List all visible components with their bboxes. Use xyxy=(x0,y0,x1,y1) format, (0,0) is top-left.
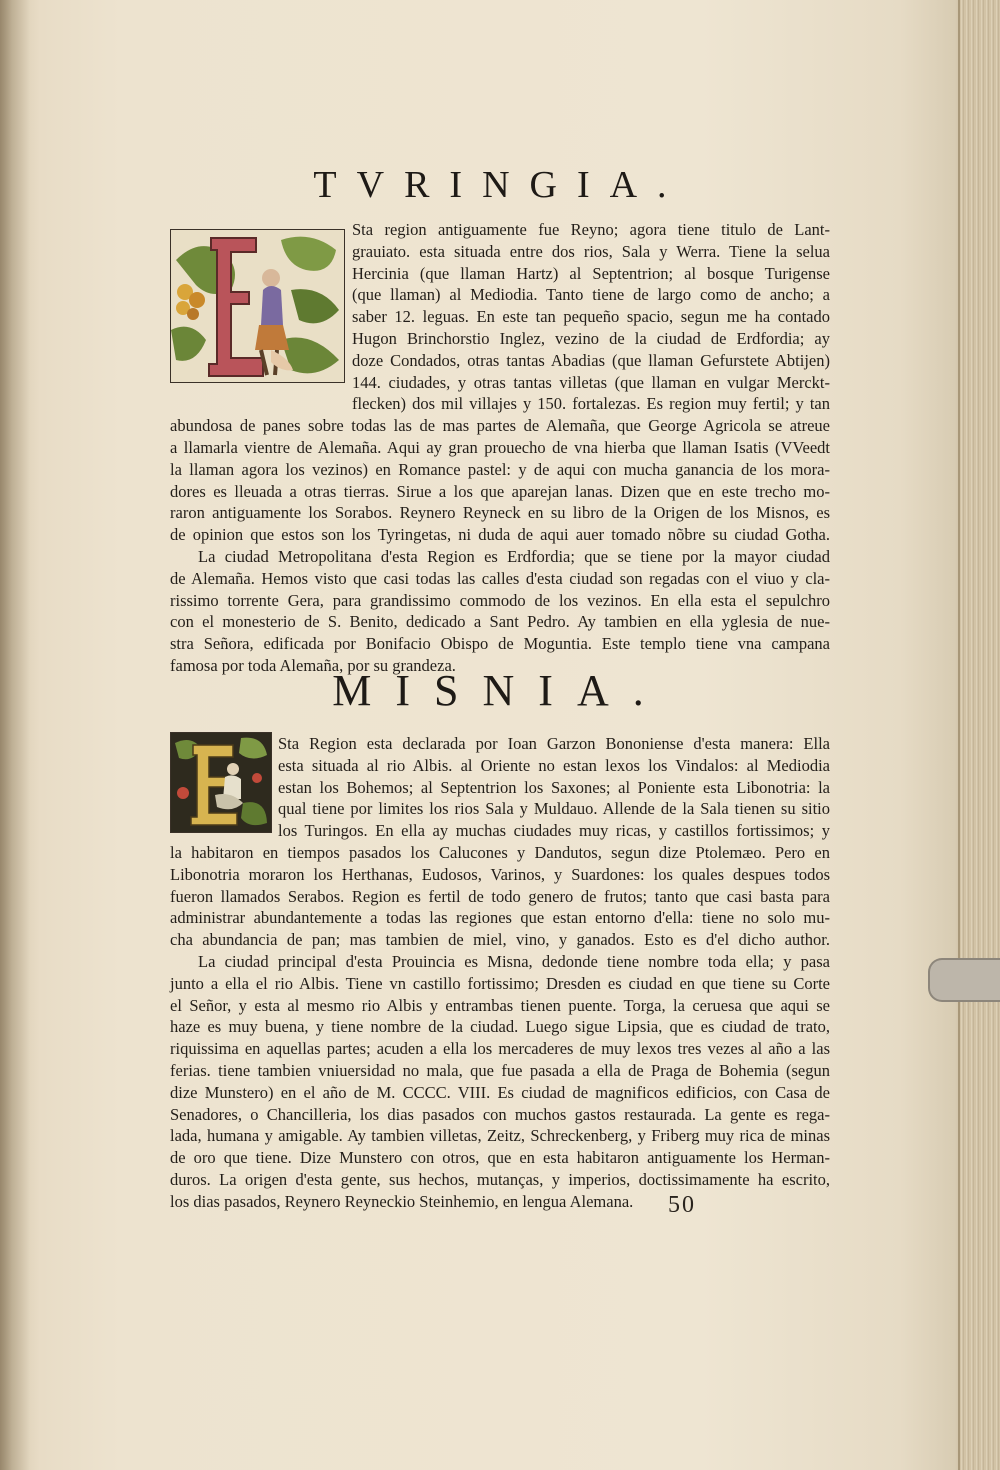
text-line: saber 12. leguas. En este tan pequeño spacio, segun me ha contado xyxy=(352,307,830,327)
text-line: Libonotria moraron los Herthanas, Eudosos, Varinos, y Suardones: los quales despues todos xyxy=(170,864,830,884)
text-line: famosa por toda Alemaña, por su grandeza. xyxy=(170,655,456,675)
text-line: la habitaron en tiempos pasados los Calucones y Dandutos, segun dize Ptolemæo. Pero en xyxy=(170,842,830,862)
text-line: dize Munstero) en el año de M. CCCC. VIII. Es ciudad de magnificos edificios, con Casa de xyxy=(170,1082,830,1102)
text-line: Hercinia (que llaman Hartz) al Septentrion; al bosque Turigense xyxy=(352,263,830,283)
text-line: los dias pasados, Reynero Reyneckio Steinhemio, en lengua Alemana. xyxy=(170,1191,634,1211)
text-line: los Turingos. En ella ay muchas ciudades muy ricas, y castillos fortissimos; y xyxy=(278,821,830,841)
text-line: administrar abundantemente a todas las regiones que estan entorno d'ella: tiene no solo mu- xyxy=(170,908,830,928)
text-line: Senadores, o Chancilleria, los dias pasados con muchos gastos restaurada. La gente es rega- xyxy=(170,1104,830,1124)
page-clip-tab xyxy=(928,958,1000,1002)
text-line: Hugon Brinchorstio Inglez, vezino de la ciudad de Erdfordia; ay xyxy=(352,328,830,348)
text-line: La ciudad Metropolitana d'esta Region es Erdfordia; que se tiene por la mayor ciudad xyxy=(198,546,830,566)
text-line: duros. La origen d'esta gente, sus hechos, mutanças, y imperios, doctissimamente ha escrito, xyxy=(170,1169,830,1189)
text-line: raron antiguamente los Sorabos. Reynero Reyneck en su libro de la Origen de los Misnos, es xyxy=(170,503,830,523)
text-line: flecken) dos mil villajes y 150. fortalezas. Es region muy fertil; y tan xyxy=(352,394,830,414)
folio-number: 50 xyxy=(668,1192,696,1218)
text-line: cha abundancia de pan; mas tambien de miel, vino, y ganados. Esto es d'el dicho author. xyxy=(170,930,830,950)
text-block-misnia xyxy=(170,733,830,1213)
text-line: lada, humana y amigable. Ay tambien villetas, Zeitz, Schreckenberg, y Friberg muy rica de minas xyxy=(170,1126,830,1146)
text-line: de oro que tiene. Dize Munstero con otros, que en esta habitaron antiguamente los Herman- xyxy=(170,1148,830,1168)
text-line: La ciudad principal d'esta Prouincia es Misna, dedonde tiene nombre toda ella; y pasa xyxy=(198,951,830,971)
text-line: stra Señora, edificada por Bonifacio Obispo de Moguntia. Este templo tiene vna campana xyxy=(170,634,830,654)
text-line: con el monesterio de S. Benito, dedicado a Sant Pedro. Ay tambien en ella yglesia de nue- xyxy=(170,612,830,632)
text-line: estan los Bohemos; al Septentrion los Saxones; al Poniente esta Libonotria: la xyxy=(278,777,830,797)
text-line: ferias. tiene tambien vniuersidad no mala, que fue pasada a ella de Praga de Bohemia (segun xyxy=(170,1060,830,1080)
text-line: 144. ciudades, y otras tantas villetas (que llaman en vulgar Merckt- xyxy=(352,372,830,392)
text-line: la llaman agora los vezinos) en Romance pastel: y de aqui con mucha ganancia de los mora- xyxy=(170,459,830,479)
text-block-turingia xyxy=(170,219,830,677)
text-line: Sta region antiguamente fue Reyno; agora tiene titulo de Lant- xyxy=(352,220,830,239)
text-line: abundosa de panes sobre todas las de mas partes de Alemaña, que George Agricola se atreue xyxy=(170,416,830,436)
text-line: el Señor, y esta al mesmo rio Albis y entrambas tienen puente. Torga, la ceruesa que aqui se xyxy=(170,995,830,1015)
heading-misnia: MISNIA. xyxy=(332,666,668,715)
text-line: haze es muy buena, y tiene nombre de la ciudad. Luego sigue Lipsia, que es ciudad de trato, xyxy=(170,1017,830,1037)
heading-turingia: TVRINGIA. xyxy=(313,164,687,206)
text-line: (que llaman) al Mediodia. Tanto tiene de largo como de ancho; a xyxy=(352,285,830,305)
text-line: dores es lleuada a otras tierras. Sirue a los que aparejan lanas. Dizen que en este trecho mo- xyxy=(170,481,830,501)
text-line: grauiato. esta situada entre dos rios, Sala y Werra. Tiene la selua xyxy=(352,241,830,261)
text-line: qual tiene por limites los rios Sala y Muldauo. Allende de la Sala tienen su sitio xyxy=(278,799,830,819)
text-line: de opinion que estos son los Tyringetas, ni duda de aqui auer tomado nõbre su ciudad Gotha. xyxy=(170,525,830,545)
text-line: riquissima en aquellas partes; acuden a ella los mercaderes de muy lexos tres vezes al año a las xyxy=(170,1039,830,1059)
page-fore-edge xyxy=(958,0,1000,1470)
text-line: de Alemaña. Hemos visto que casi todas las calles d'esta ciudad son regadas con el viuo y cla- xyxy=(170,568,830,588)
gutter-shadow xyxy=(0,0,30,1470)
text-line: Sta Region esta declarada por Ioan Garzon Bononiense d'esta manera: Ella xyxy=(278,734,830,753)
text-line: junto a ella el rio Albis. Tiene vn castillo fortissimo; Dresden es ciudad en que tiene su Corte xyxy=(170,973,830,993)
text-line: fueron llamados Serabos. Region es fertil de todo genero de frutos; tanto que casi basta para xyxy=(170,886,830,906)
text-line: a llamarla vientre de Alemaña. Aqui ay gran prouecho de vna hierba que llaman Isatis (VVeedt xyxy=(170,437,830,457)
text-line: doze Condados, otras tantas Abadias (que llaman Gefurstete Abtijen) xyxy=(352,350,830,370)
text-line: rissimo torrente Gera, para grandissimo commodo de los vezinos. En ella esta el sepulchro xyxy=(170,590,830,610)
text-line: esta situada al rio Albis. al Oriente no estan lexos los Vindalos: al Mediodia xyxy=(278,755,830,775)
